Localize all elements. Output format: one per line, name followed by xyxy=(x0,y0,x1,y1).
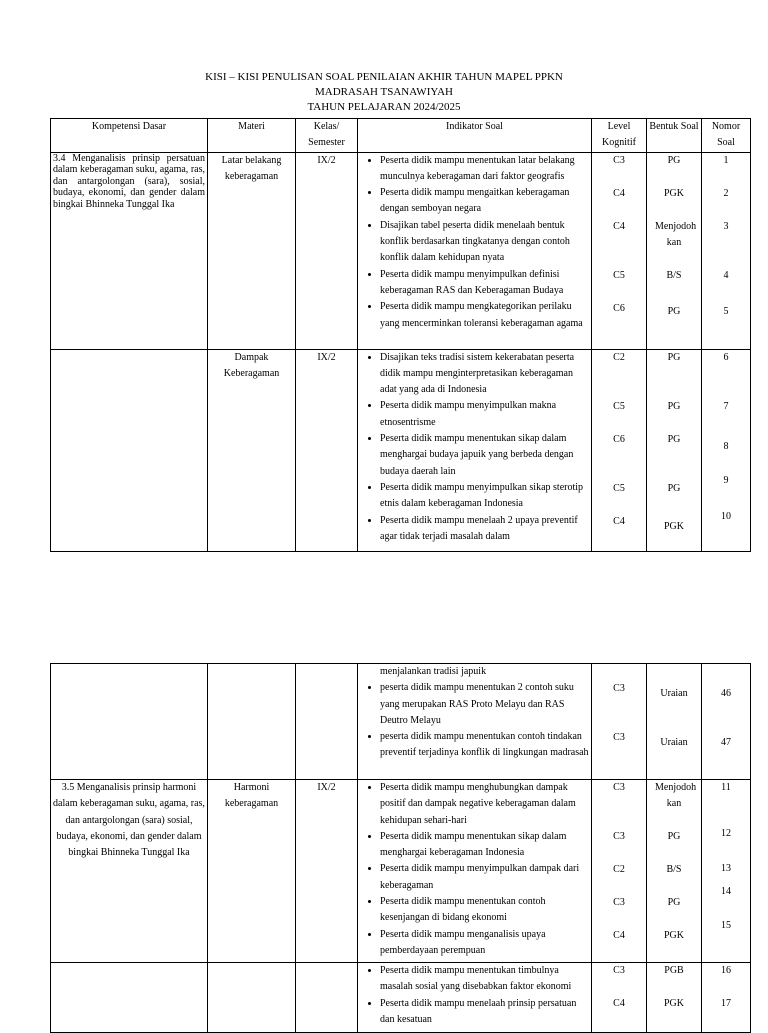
level-value: C2 xyxy=(613,351,625,363)
nomor-value: 47 xyxy=(721,737,731,748)
indikator-item: • Peserta didik mampu menyimpulkan makna etnosentrisme xyxy=(380,398,589,431)
table-row xyxy=(51,963,751,1033)
level-value: C4 xyxy=(613,220,625,232)
indikator-item: • Peserta didik mampu menelaah 2 upaya preventif agar tidak terjadi masalah dalam xyxy=(380,513,589,546)
table-row xyxy=(51,152,751,349)
bentuk-cell xyxy=(647,664,702,780)
level-value: C4 xyxy=(613,998,625,1009)
indikator-item: • peserta didik mampu menentukan contoh tindakan preventif terjadinya konflik di lingkungan madrasah xyxy=(380,729,589,762)
level-value: C3 xyxy=(613,831,625,842)
table-row xyxy=(51,780,751,963)
header-indikator-soal: Indikator Soal xyxy=(358,119,592,153)
kompetensi-dasar-cell xyxy=(51,664,208,780)
level-value: C3 xyxy=(613,782,625,793)
bentuk-value: PG xyxy=(667,897,681,908)
bentuk-value: PG xyxy=(667,305,681,317)
nomor-value: 16 xyxy=(721,965,731,976)
indikator-item: • Peserta didik mampu menyimpulkan dampak dari keberagaman xyxy=(380,861,589,894)
level-value: C2 xyxy=(613,864,625,875)
level-value: C5 xyxy=(613,269,625,281)
header-row xyxy=(51,119,751,153)
kelas-cell: IX/2 xyxy=(296,152,358,349)
title-line-1: KISI – KISI PENULISAN SOAL PENILAIAN AKHIR TAHUN MAPEL PPKN xyxy=(205,71,563,83)
indikator-item: • Disajikan teks tradisi sistem kekerabatan peserta didik mampu menginterpretasikan keberagaman adat yang ada di Indonesia xyxy=(380,350,589,399)
indikator-item: • Peserta didik mampu menentukan contoh kesenjangan di bidang ekonomi xyxy=(380,894,589,927)
bentuk-value: PGK xyxy=(663,187,684,199)
indikator-cell xyxy=(358,963,592,1033)
indikator-item: • Peserta didik mampu menghubungkan dampak positif dan dampak negative keberagaman dalam kehidupan sehari-hari xyxy=(380,780,589,829)
bentuk-value: PG xyxy=(667,154,681,166)
kelas-cell: IX/2 xyxy=(296,349,358,551)
kompetensi-dasar-cell xyxy=(51,349,208,551)
header-kelas-semester: Kelas/ Semester xyxy=(296,119,358,153)
level-cell xyxy=(592,963,647,1033)
level-value: C4 xyxy=(613,515,625,527)
nomor-value: 11 xyxy=(721,782,731,793)
level-value: C4 xyxy=(613,187,625,199)
bentuk-value: PG xyxy=(667,482,681,494)
bentuk-value: PGK xyxy=(663,930,684,941)
nomor-value: 14 xyxy=(721,886,731,897)
level-cell xyxy=(592,664,647,780)
document-title xyxy=(0,70,768,115)
bentuk-value: PGK xyxy=(663,998,684,1009)
indikator-cell xyxy=(358,780,592,963)
level-value: C3 xyxy=(613,732,625,743)
level-value: C5 xyxy=(613,400,625,412)
bentuk-value: Uraian xyxy=(660,737,688,748)
bentuk-cell xyxy=(647,963,702,1033)
bentuk-cell xyxy=(647,349,702,551)
nomor-value: 7 xyxy=(723,400,729,412)
level-cell xyxy=(592,780,647,963)
table-row xyxy=(51,349,751,551)
bentuk-cell xyxy=(647,780,702,963)
indikator-cell xyxy=(358,664,592,780)
level-value: C3 xyxy=(613,965,625,976)
indikator-cell xyxy=(358,152,592,349)
nomor-cell xyxy=(702,349,751,551)
indikator-cell xyxy=(358,349,592,551)
nomor-value: 15 xyxy=(721,920,731,931)
header-level-kognitif: Level Kognitif xyxy=(592,119,647,153)
materi-cell xyxy=(208,963,296,1033)
bentuk-value: PG xyxy=(667,351,681,363)
level-cell xyxy=(592,349,647,551)
level-value: C6 xyxy=(613,433,625,445)
nomor-value: 8 xyxy=(723,440,729,452)
bentuk-value: Uraian xyxy=(660,688,688,699)
bentuk-value: Menjodoh kan xyxy=(655,782,697,810)
nomor-cell xyxy=(702,664,751,780)
nomor-cell xyxy=(702,152,751,349)
title-line-3: TAHUN PELAJARAN 2024/2025 xyxy=(307,101,461,113)
indikator-item: • Peserta didik mampu menentukan latar belakang munculnya keberagaman dari faktor geografis xyxy=(380,153,589,186)
indikator-item: • Peserta didik mampu menyimpulkan definisi keberagaman RAS dan Keberagaman Budaya xyxy=(380,267,589,300)
indikator-item: • Peserta didik mampu mengkategorikan perilaku yang mencerminkan toleransi keberagaman agama xyxy=(380,299,589,332)
nomor-value: 3 xyxy=(723,220,729,232)
nomor-value: 12 xyxy=(721,828,731,839)
indikator-item: • Peserta didik mampu menentukan timbulnya masalah sosial yang disebabkan faktor ekonomi xyxy=(380,963,589,996)
kelas-cell: IX/2 xyxy=(296,780,358,963)
bentuk-value: PGK xyxy=(663,520,684,532)
header-bentuk-soal: Bentuk Soal xyxy=(647,119,702,153)
bentuk-value: PG xyxy=(667,433,681,445)
kelas-cell xyxy=(296,664,358,780)
indikator-item: • Peserta didik mampu menentukan sikap dalam menghargai keberagaman Indonesia xyxy=(380,829,589,862)
nomor-value: 9 xyxy=(723,474,729,486)
bentuk-cell xyxy=(647,152,702,349)
kisi-table-page-1 xyxy=(50,118,751,552)
kelas-cell xyxy=(296,963,358,1033)
indikator-item: • Peserta didik mampu menentukan sikap dalam menghargai budaya japuik yang berbeda dengan budaya daerah lain xyxy=(380,431,589,480)
nomor-value: 1 xyxy=(723,154,729,166)
indikator-item: • Peserta didik mampu mengaitkan keberagaman dengan semboyan negara xyxy=(380,185,589,218)
bentuk-value: Menjodoh kan xyxy=(655,220,697,248)
level-value: C3 xyxy=(613,154,625,166)
header-kompetensi-dasar: Kompetensi Dasar xyxy=(51,119,208,153)
kisi-table-page-2 xyxy=(50,663,751,1033)
nomor-value: 10 xyxy=(721,510,731,522)
bentuk-value: PG xyxy=(667,831,681,842)
indikator-item: • Peserta didik mampu menganalisis upaya pemberdayaan perempuan xyxy=(380,927,589,960)
nomor-value: 17 xyxy=(721,998,731,1009)
title-line-2: MADRASAH TSANAWIYAH xyxy=(315,86,453,98)
nomor-cell xyxy=(702,963,751,1033)
level-value: C6 xyxy=(613,302,625,314)
materi-cell: Harmoni keberagaman xyxy=(208,780,296,963)
indikator-item: • Peserta didik mampu menyimpulkan sikap sterotip etnis dalam keberagaman Indonesia xyxy=(380,480,589,513)
nomor-cell xyxy=(702,780,751,963)
level-value: C4 xyxy=(613,930,625,941)
indikator-item: • Disajikan tabel peserta didik menelaah bentuk konflik berdasarkan tingkatanya dengan contoh konflik dalam kehidupan nyata xyxy=(380,218,589,267)
nomor-value: 2 xyxy=(723,187,729,199)
bentuk-value: PG xyxy=(667,400,681,412)
nomor-value: 13 xyxy=(721,863,731,874)
nomor-value: 6 xyxy=(723,351,729,363)
nomor-value: 4 xyxy=(723,269,729,281)
nomor-value: 46 xyxy=(721,688,731,699)
materi-cell: Latar belakang keberagaman xyxy=(208,152,296,349)
level-cell xyxy=(592,152,647,349)
level-value: C3 xyxy=(613,683,625,694)
level-value: C5 xyxy=(613,482,625,494)
bentuk-value: PGB xyxy=(664,965,684,976)
indikator-continuation: menjalankan tradisi japuik xyxy=(380,666,487,677)
kompetensi-dasar-cell xyxy=(51,963,208,1033)
bentuk-value: B/S xyxy=(666,269,682,281)
table-row xyxy=(51,664,751,780)
kompetensi-dasar-cell: 3.5 Menganalisis prinsip harmoni dalam keberagaman suku, agama, ras, dan antargolongan (sara) sosial, budaya, ekonomi, dan gender dalam bingkai Bhinneka Tunggal Ika xyxy=(51,780,208,963)
materi-cell xyxy=(208,664,296,780)
bentuk-value: B/S xyxy=(666,864,682,875)
kompetensi-dasar-cell: 3.4 Menganalisis prinsip persatuan dalam keberagaman suku, agama, ras, dan antargolongan (sara), sosial, budaya, ekonomi, dan gender dalam bingkai Bhinneka Tunggal Ika xyxy=(51,152,208,349)
header-nomor-soal: Nomor Soal xyxy=(702,119,751,153)
indikator-item: • peserta didik mampu menentukan 2 contoh suku yang merupakan RAS Proto Melayu dan RAS Deutro Melayu xyxy=(380,680,589,729)
nomor-value: 5 xyxy=(723,305,729,317)
header-materi: Materi xyxy=(208,119,296,153)
indikator-item: • Peserta didik mampu menelaah prinsip persatuan dan kesatuan xyxy=(380,996,589,1029)
level-value: C3 xyxy=(613,897,625,908)
materi-cell: Dampak Keberagaman xyxy=(208,349,296,551)
